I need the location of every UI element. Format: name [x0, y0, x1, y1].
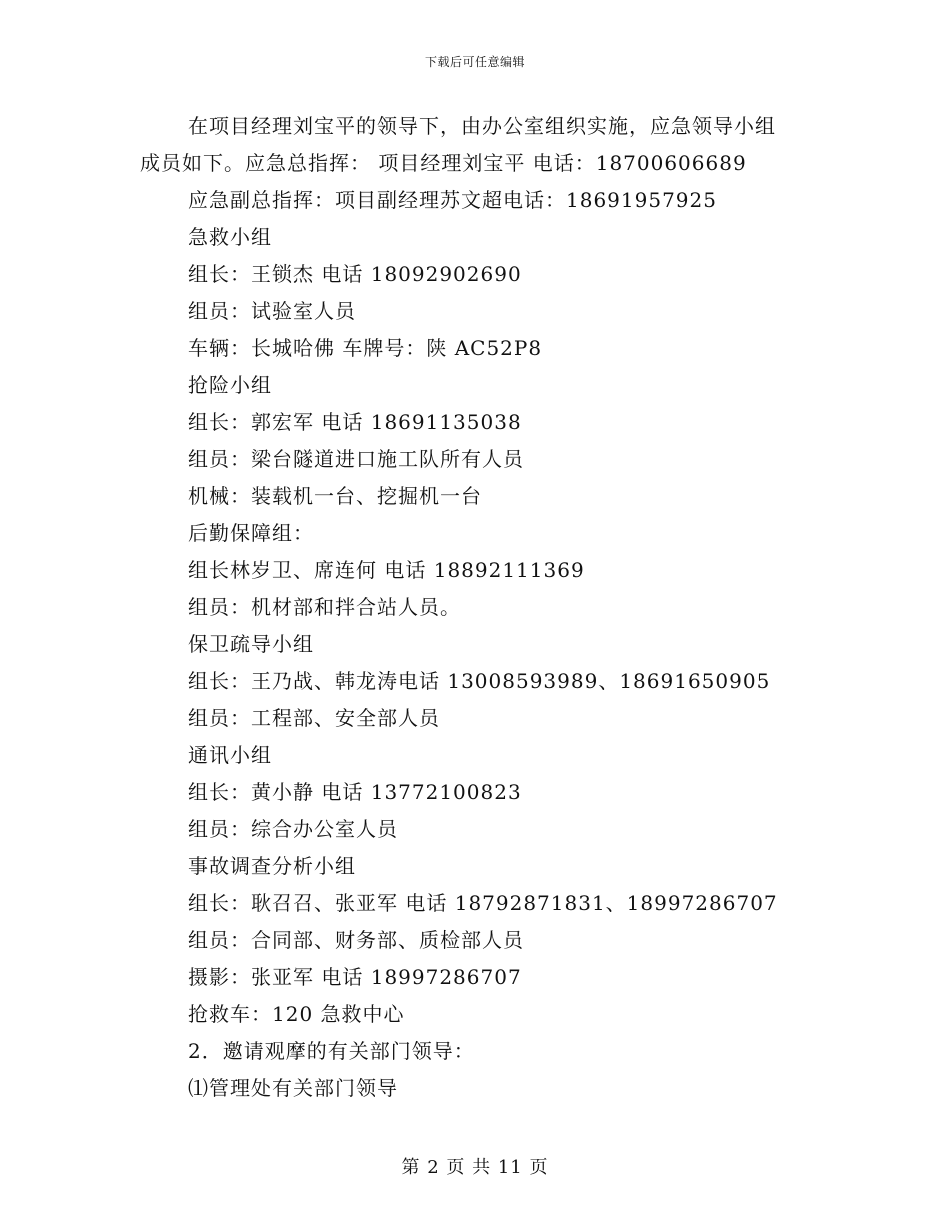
- text-line: 组长林岁卫、席连何 电话 18892111369: [188, 558, 585, 582]
- text-line: 组员：试验室人员: [188, 299, 356, 323]
- text-line: 组长：王锁杰 电话 18092902690: [188, 262, 522, 286]
- text-line: 机械：装载机一台、挖掘机一台: [188, 484, 482, 508]
- section-heading-rescue: 抢险小组: [188, 373, 272, 397]
- section-heading-security: 保卫疏导小组: [188, 632, 314, 656]
- numbered-heading: 2．邀请观摩的有关部门领导：: [188, 1039, 475, 1063]
- text-line: 摄影：张亚军 电话 18997286707: [188, 965, 522, 989]
- numbered-item: ⑴管理处有关部门领导: [188, 1076, 398, 1100]
- text-line: 组员：梁台隧道进口施工队所有人员: [188, 447, 524, 471]
- paragraph-line-2: 成员如下。应急总指挥： 项目经理刘宝平 电话：18700606689: [140, 151, 747, 175]
- text-line: 组员：合同部、财务部、质检部人员: [188, 928, 524, 952]
- text-line: 组长：郭宏军 电话 18691135038: [188, 410, 522, 434]
- text-line: 组长：耿召召、张亚军 电话 18792871831、18997286707: [188, 891, 778, 915]
- text-line: 组长：黄小静 电话 13772100823: [188, 780, 522, 804]
- text-line: 应急副总指挥：项目副经理苏文超电话：18691957925: [188, 188, 717, 212]
- text-line: 车辆：长城哈佛 车牌号：陕 AC52P8: [188, 336, 543, 360]
- text-line: 组员：综合办公室人员: [188, 817, 398, 841]
- header-note: 下载后可任意编辑: [424, 55, 525, 69]
- section-heading-investigation: 事故调查分析小组: [188, 854, 356, 878]
- section-heading-first-aid: 急救小组: [188, 225, 272, 249]
- paragraph-line-1: 在项目经理刘宝平的领导下，由办公室组织实施，应急领导小组: [188, 114, 776, 138]
- text-line: 组员：机材部和拌合站人员。: [188, 595, 461, 619]
- text-line: 抢救车：120 急救中心: [188, 1002, 405, 1026]
- page-footer: 第 2 页 共 11 页: [401, 1157, 549, 1178]
- text-line: 组员：工程部、安全部人员: [188, 706, 440, 730]
- section-heading-logistics: 后勤保障组：: [188, 521, 314, 545]
- section-heading-communication: 通讯小组: [188, 743, 272, 767]
- text-line: 组长：王乃战、韩龙涛电话 13008593989、18691650905: [188, 669, 771, 693]
